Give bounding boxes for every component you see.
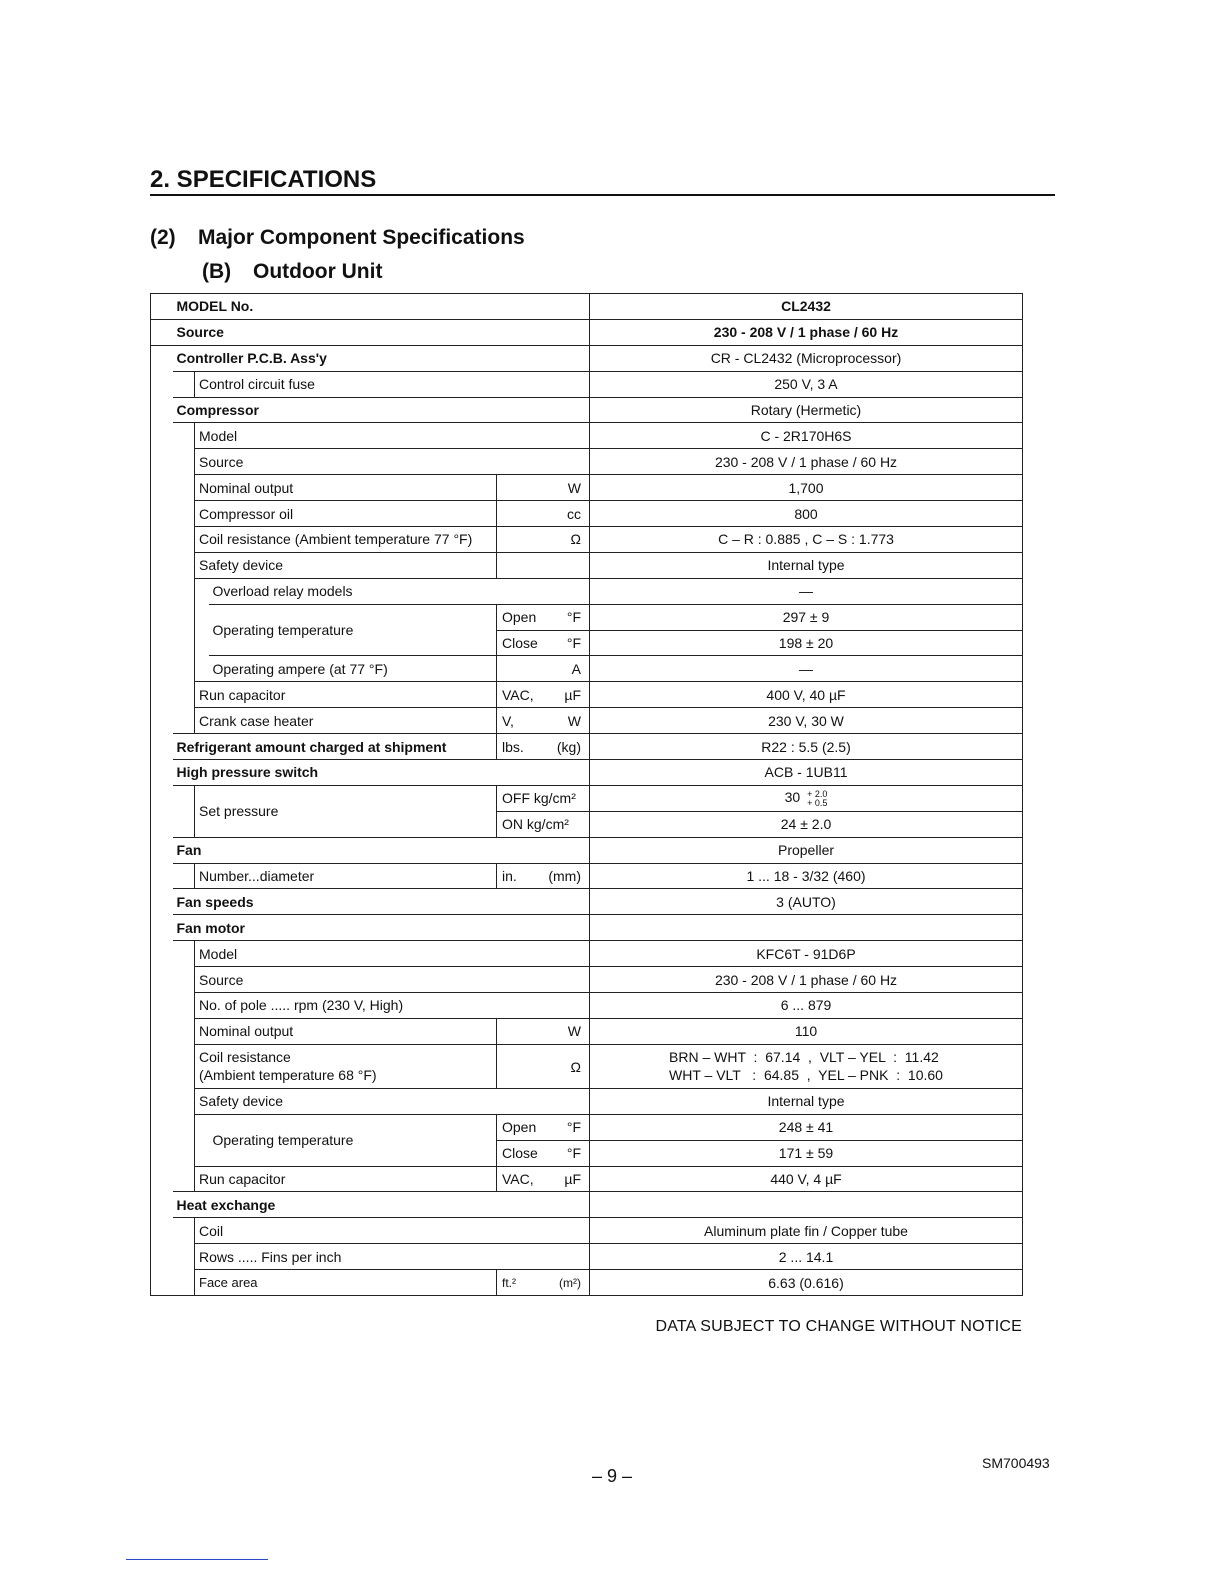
table-row <box>151 1114 1023 1140</box>
row-value: 24 ± 2.0 <box>590 811 1023 837</box>
footer-rule <box>126 1559 268 1560</box>
row-label: Set pressure <box>195 785 497 837</box>
table-row <box>151 993 1023 1019</box>
row-label <box>195 1044 497 1088</box>
row-label: Safety device <box>195 552 497 578</box>
row-label: Operating ampere (at 77 °F) <box>209 656 497 682</box>
table-row <box>151 708 1023 734</box>
table-row <box>151 1044 1023 1088</box>
row-unit: cc <box>497 501 590 527</box>
row-unit: ft.² (m²) <box>497 1270 590 1296</box>
row-label: Face area <box>195 1270 497 1296</box>
row-value: 250 V, 3 A <box>590 371 1023 397</box>
row-value: 230 - 208 V / 1 phase / 60 Hz <box>590 319 1023 345</box>
table-row <box>151 604 1023 630</box>
coil-resistance-line-1: BRN – WHT : 67.14 , VLT – YEL : 11.42 <box>669 1049 939 1066</box>
row-unit: Ω <box>497 1044 590 1088</box>
row-label: Fan motor <box>173 915 590 941</box>
table-row <box>151 345 1023 371</box>
row-label: Control circuit fuse <box>195 371 590 397</box>
row-label: Fan speeds <box>173 889 590 915</box>
row-label: Controller P.C.B. Ass'y <box>173 345 590 371</box>
row-value: 110 <box>590 1018 1023 1044</box>
tolerance-plus: + 2.0 <box>807 788 828 799</box>
table-row <box>151 1088 1023 1114</box>
row-unit: VAC, µF <box>497 1166 590 1192</box>
row-label: Coil resistance (Ambient temperature 77 °F) <box>195 527 497 553</box>
row-value: Internal type <box>590 1088 1023 1114</box>
row-label: No. of pole ..... rpm (230 V, High) <box>195 993 590 1019</box>
row-label: Model <box>195 941 590 967</box>
coil-resistance-line-2: WHT – VLT : 64.85 , YEL – PNK : 10.60 <box>669 1067 943 1084</box>
table-row <box>151 889 1023 915</box>
row-value: R22 : 5.5 (2.5) <box>590 734 1023 760</box>
row-value: CL2432 <box>590 294 1023 320</box>
table-row <box>151 294 1023 320</box>
outdoor-unit-spec-table <box>150 293 1023 1296</box>
row-value: 230 V, 30 W <box>590 708 1023 734</box>
row-value: 230 - 208 V / 1 phase / 60 Hz <box>590 967 1023 993</box>
table-row <box>151 423 1023 449</box>
row-label: Compressor <box>173 397 590 423</box>
row-unit: V, W <box>497 708 590 734</box>
table-row <box>151 1244 1023 1270</box>
row-label: Run capacitor <box>195 682 497 708</box>
table-row <box>151 760 1023 786</box>
row-unit: in. (mm) <box>497 863 590 889</box>
row-value <box>590 915 1023 941</box>
subsection-title: Outdoor Unit <box>253 260 383 283</box>
row-label: Run capacitor <box>195 1166 497 1192</box>
row-value: 198 ± 20 <box>590 630 1023 656</box>
table-row <box>151 734 1023 760</box>
document-id: SM700493 <box>982 1455 1050 1471</box>
row-label: Operating temperature <box>209 604 497 656</box>
row-label: Safety device <box>195 1088 590 1114</box>
row-label: MODEL No. <box>173 294 590 320</box>
row-value: Propeller <box>590 837 1023 863</box>
section-title: Major Component Specifications <box>198 226 525 249</box>
table-row <box>151 967 1023 993</box>
row-value: 6 ... 879 <box>590 993 1023 1019</box>
row-label: Fan <box>173 837 590 863</box>
table-row <box>151 915 1023 941</box>
row-value: KFC6T - 91D6P <box>590 941 1023 967</box>
row-label: Number...diameter <box>195 863 497 889</box>
row-label: Overload relay models <box>209 578 590 604</box>
row-unit: A <box>497 656 590 682</box>
tolerance-minus: + 0.5 <box>807 797 828 808</box>
row-value: CR - CL2432 (Microprocessor) <box>590 345 1023 371</box>
set-pressure-off-value: 30 <box>784 789 801 806</box>
row-value: 440 V, 4 µF <box>590 1166 1023 1192</box>
row-value: Internal type <box>590 552 1023 578</box>
row-value: 297 ± 9 <box>590 604 1023 630</box>
row-label: Source <box>173 319 590 345</box>
row-value: 800 <box>590 501 1023 527</box>
row-label: Rows ..... Fins per inch <box>195 1244 590 1270</box>
row-label: Source <box>195 449 590 475</box>
row-label: Source <box>195 967 590 993</box>
row-label: Model <box>195 423 590 449</box>
row-value: 1,700 <box>590 475 1023 501</box>
row-value <box>590 1192 1023 1218</box>
coil-resistance-label: Coil resistance <box>199 1049 291 1066</box>
row-label: Operating temperature <box>209 1114 497 1166</box>
table-row <box>151 1192 1023 1218</box>
row-label: Heat exchange <box>173 1192 590 1218</box>
row-value <box>590 1044 1023 1088</box>
row-unit: VAC, µF <box>497 682 590 708</box>
section-heading <box>150 226 525 250</box>
table-row <box>151 941 1023 967</box>
row-unit: OFF kg/cm² <box>497 785 590 811</box>
table-row <box>151 1018 1023 1044</box>
table-row <box>151 656 1023 682</box>
page-title: 2. SPECIFICATIONS <box>150 166 1055 196</box>
row-value: 230 - 208 V / 1 phase / 60 Hz <box>590 449 1023 475</box>
row-unit: W <box>497 475 590 501</box>
row-value: Aluminum plate fin / Copper tube <box>590 1218 1023 1244</box>
row-unit: W <box>497 1018 590 1044</box>
row-value: C - 2R170H6S <box>590 423 1023 449</box>
row-value <box>590 785 1023 811</box>
section-number: (2) <box>150 226 176 249</box>
coil-resistance-condition: (Ambient temperature 68 °F) <box>199 1067 377 1084</box>
table-row <box>151 785 1023 811</box>
row-value: 248 ± 41 <box>590 1114 1023 1140</box>
row-value: C – R : 0.885 , C – S : 1.773 <box>590 527 1023 553</box>
table-row <box>151 371 1023 397</box>
page-number: – 9 – <box>591 1466 633 1486</box>
row-value: 400 V, 40 µF <box>590 682 1023 708</box>
row-value: 1 ... 18 - 3/32 (460) <box>590 863 1023 889</box>
row-label: Coil <box>195 1218 590 1244</box>
row-value: 6.63 (0.616) <box>590 1270 1023 1296</box>
row-unit: Close °F <box>497 1140 590 1166</box>
row-unit: Open °F <box>497 1114 590 1140</box>
row-value: ACB - 1UB11 <box>590 760 1023 786</box>
row-label: Nominal output <box>195 1018 497 1044</box>
row-value: — <box>590 656 1023 682</box>
table-row <box>151 1270 1023 1296</box>
row-unit: Close °F <box>497 630 590 656</box>
table-row <box>151 863 1023 889</box>
table-row <box>151 578 1023 604</box>
row-value: 3 (AUTO) <box>590 889 1023 915</box>
row-value: — <box>590 578 1023 604</box>
subsection-number: (B) <box>202 260 232 283</box>
row-unit: lbs. (kg) <box>497 734 590 760</box>
row-label: Refrigerant amount charged at shipment <box>173 734 497 760</box>
data-change-notice: DATA SUBJECT TO CHANGE WITHOUT NOTICE <box>655 1318 1022 1335</box>
table-row <box>151 552 1023 578</box>
row-value: 2 ... 14.1 <box>590 1244 1023 1270</box>
table-row <box>151 1166 1023 1192</box>
row-unit: Ω <box>497 527 590 553</box>
row-unit: ON kg/cm² <box>497 811 590 837</box>
table-row <box>151 682 1023 708</box>
table-row <box>151 1218 1023 1244</box>
table-row <box>151 475 1023 501</box>
row-label: High pressure switch <box>173 760 590 786</box>
row-value: 171 ± 59 <box>590 1140 1023 1166</box>
row-label: Crank case heater <box>195 708 497 734</box>
table-row <box>151 501 1023 527</box>
row-label: Compressor oil <box>195 501 497 527</box>
row-unit: Open °F <box>497 604 590 630</box>
table-row <box>151 837 1023 863</box>
table-row <box>151 319 1023 345</box>
subsection-heading <box>202 260 382 284</box>
table-row <box>151 449 1023 475</box>
row-label: Nominal output <box>195 475 497 501</box>
row-value: Rotary (Hermetic) <box>590 397 1023 423</box>
table-row <box>151 397 1023 423</box>
table-row <box>151 527 1023 553</box>
